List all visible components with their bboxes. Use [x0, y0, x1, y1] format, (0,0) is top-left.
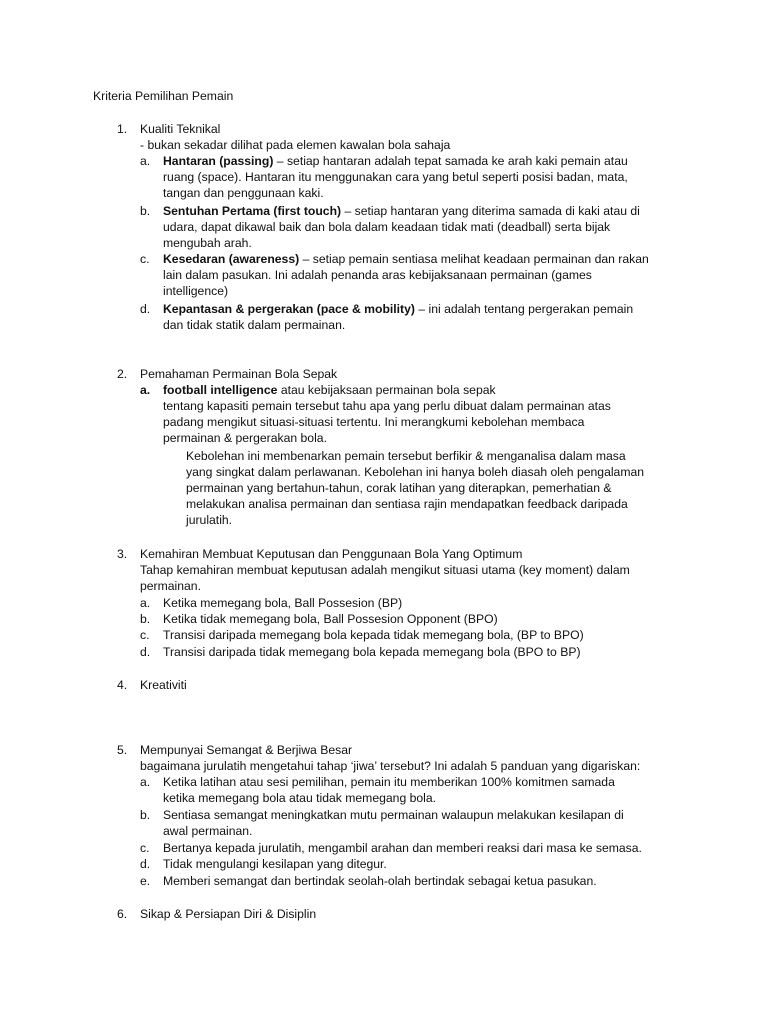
s1-item-b-line1 — [163, 203, 640, 219]
s2-para2-line2: yang singkat dalam perlawanan. Kebolehan ini hanya boleh diasah oleh pengalaman — [186, 465, 645, 479]
section-2-heading: Pemahaman Permainan Bola Sepak — [140, 367, 338, 381]
section-4-number: 4. — [117, 678, 128, 692]
s3-item-a-letter: a. — [140, 596, 151, 610]
s1-item-d-term: Kepantasan & pergerakan (pace & mobility) — [163, 302, 415, 316]
s2-para2-line4: melakukan analisa permainan dan sentiasa rajin mendapatkan feedback daripada — [186, 497, 628, 511]
s3-item-b-text: Ketika tidak memegang bola, Ball Possesion Opponent (BPO) — [163, 612, 498, 626]
s2-item-a-line1 — [163, 382, 496, 398]
s1-item-a-term: Hantaran (passing) — [163, 154, 274, 168]
s5-item-c-line1: Bertanya kepada jurulatih, mengambil arahan dan memberi reaksi dari masa ke semasa. — [163, 841, 642, 855]
s1-item-c-term: Kesedaran (awareness) — [163, 252, 300, 266]
s5-item-e-letter: e. — [140, 874, 151, 888]
s2-item-a-letter: a. — [140, 383, 151, 397]
s5-item-b-letter: b. — [140, 808, 151, 822]
s1-item-d-line2: dan tidak statik dalam permainan. — [163, 318, 346, 332]
section-5-number: 5. — [117, 743, 128, 757]
s3-item-c-letter: c. — [140, 628, 150, 642]
section-6-heading: Sikap & Persiapan Diri & Disiplin — [140, 907, 317, 921]
s3-intro-line1: Tahap kemahiran membuat keputusan adalah mengikut situasi utama (key moment) dalam — [140, 563, 630, 577]
s5-item-d-letter: d. — [140, 857, 151, 871]
section-3-heading: Kemahiran Membuat Keputusan dan Penggunaan Bola Yang Optimum — [140, 547, 523, 561]
s3-item-a-text: Ketika memegang bola, Ball Possesion (BP) — [163, 596, 403, 610]
s1-item-a-line3: tangan dan penggunaan kaki. — [163, 186, 324, 200]
section-4-heading: Kreativiti — [140, 678, 187, 692]
section-1-heading: Kualiti Teknikal — [140, 122, 221, 136]
s1-item-a-letter: a. — [140, 154, 151, 168]
s1-item-c-line1 — [163, 251, 649, 267]
s5-item-d-line1: Tidak mengulangi kesilapan yang ditegur. — [163, 857, 387, 871]
section-6-number: 6. — [117, 907, 128, 921]
section-2-number: 2. — [117, 367, 128, 381]
s2-para2-line3: permainan yang bertahun-tahun, corak latihan yang diterapkan, pemerhatian & — [186, 481, 612, 495]
s3-item-b-letter: b. — [140, 612, 151, 626]
s2-para2-line5: jurulatih. — [186, 513, 233, 527]
s1-item-c-letter: c. — [140, 252, 150, 266]
s3-item-c-text: Transisi daripada memegang bola kepada tidak memegang bola, (BP to BPO) — [163, 628, 584, 642]
s5-item-c-letter: c. — [140, 841, 150, 855]
s2-para1-line3: permainan & pergerakan bola. — [163, 431, 327, 445]
s1-item-b-term: Sentuhan Pertama (first touch) — [163, 204, 342, 218]
s1-item-c-line3: intelligence) — [163, 284, 229, 298]
s3-item-d-letter: d. — [140, 645, 151, 659]
s5-item-a-letter: a. — [140, 775, 151, 789]
s1-item-b-letter: b. — [140, 204, 151, 218]
s1-item-c-text: – setiap pemain sentiasa melihat keadaan permainan dan rakan — [299, 252, 649, 266]
document-title: Kriteria Pemilihan Pemain — [93, 89, 234, 103]
s3-intro-line2: permainan. — [140, 579, 201, 593]
s5-item-a-line2: ketika memegang bola atau tidak memegang bola. — [163, 791, 437, 805]
s5-item-b-line1: Sentiasa semangat meningkatkan mutu permainan walaupun melakukan kesilapan di — [163, 808, 624, 822]
s3-item-d-text: Transisi daripada tidak memegang bola kepada memegang bola (BPO to BP) — [163, 645, 581, 659]
s5-intro: bagaimana jurulatih mengetahui tahap ‘jiwa’ tersebut? Ini adalah 5 panduan yang digariskan: — [140, 759, 641, 773]
s2-para2-line1: Kebolehan ini membenarkan pemain tersebut berfikir & menganalisa dalam masa — [186, 449, 626, 463]
s1-item-c-line2: lain dalam pasukan. Ini adalah penanda aras kebijaksanaan permainan (games — [163, 268, 592, 282]
s2-para1-line1: tentang kapasiti pemain tersebut tahu apa yang perlu dibuat dalam permainan atas — [163, 399, 611, 413]
s2-item-a-term: football intelligence — [163, 383, 278, 397]
section-5-heading: Mempunyai Semangat & Berjiwa Besar — [140, 743, 353, 757]
s1-item-b-line2: udara, dapat dikawal baik dan bola dalam keadaan tidak mati (deadball) serta bijak — [163, 220, 611, 234]
s1-item-d-line1 — [163, 301, 633, 317]
s5-item-e-line1: Memberi semangat dan bertindak seolah-olah bertindak sebagai ketua pasukan. — [163, 874, 597, 888]
section-1-number: 1. — [117, 122, 128, 136]
s1-item-d-text: – ini adalah tentang pergerakan pemain — [414, 302, 634, 316]
s1-item-b-line3: mengubah arah. — [163, 236, 252, 250]
s5-item-a-line1: Ketika latihan atau sesi pemilihan, pemain itu memberikan 100% komitmen samada — [163, 775, 615, 789]
s5-item-b-line2: awal permainan. — [163, 824, 253, 838]
s2-item-a-text: atau kebijaksaan permainan bola sepak — [277, 383, 496, 397]
section-1-note: - bukan sekadar dilihat pada elemen kawalan bola sahaja — [140, 138, 451, 152]
s1-item-a-text: – setiap hantaran adalah tepat samada ke arah kaki pemain atau — [273, 154, 628, 168]
s1-item-a-line1 — [163, 153, 628, 169]
s1-item-a-line2: ruang (space). Hantaran itu menggunakan cara yang betul seperti posisi badan, mata, — [163, 170, 628, 184]
s2-para1-line2: padang mengikut situasi-situasi tertentu. Ini merangkumi kebolehan membaca — [163, 415, 585, 429]
section-3-number: 3. — [117, 547, 128, 561]
s1-item-d-letter: d. — [140, 302, 151, 316]
s1-item-b-text: – setiap hantaran yang diterima samada di kaki atau di — [341, 204, 640, 218]
